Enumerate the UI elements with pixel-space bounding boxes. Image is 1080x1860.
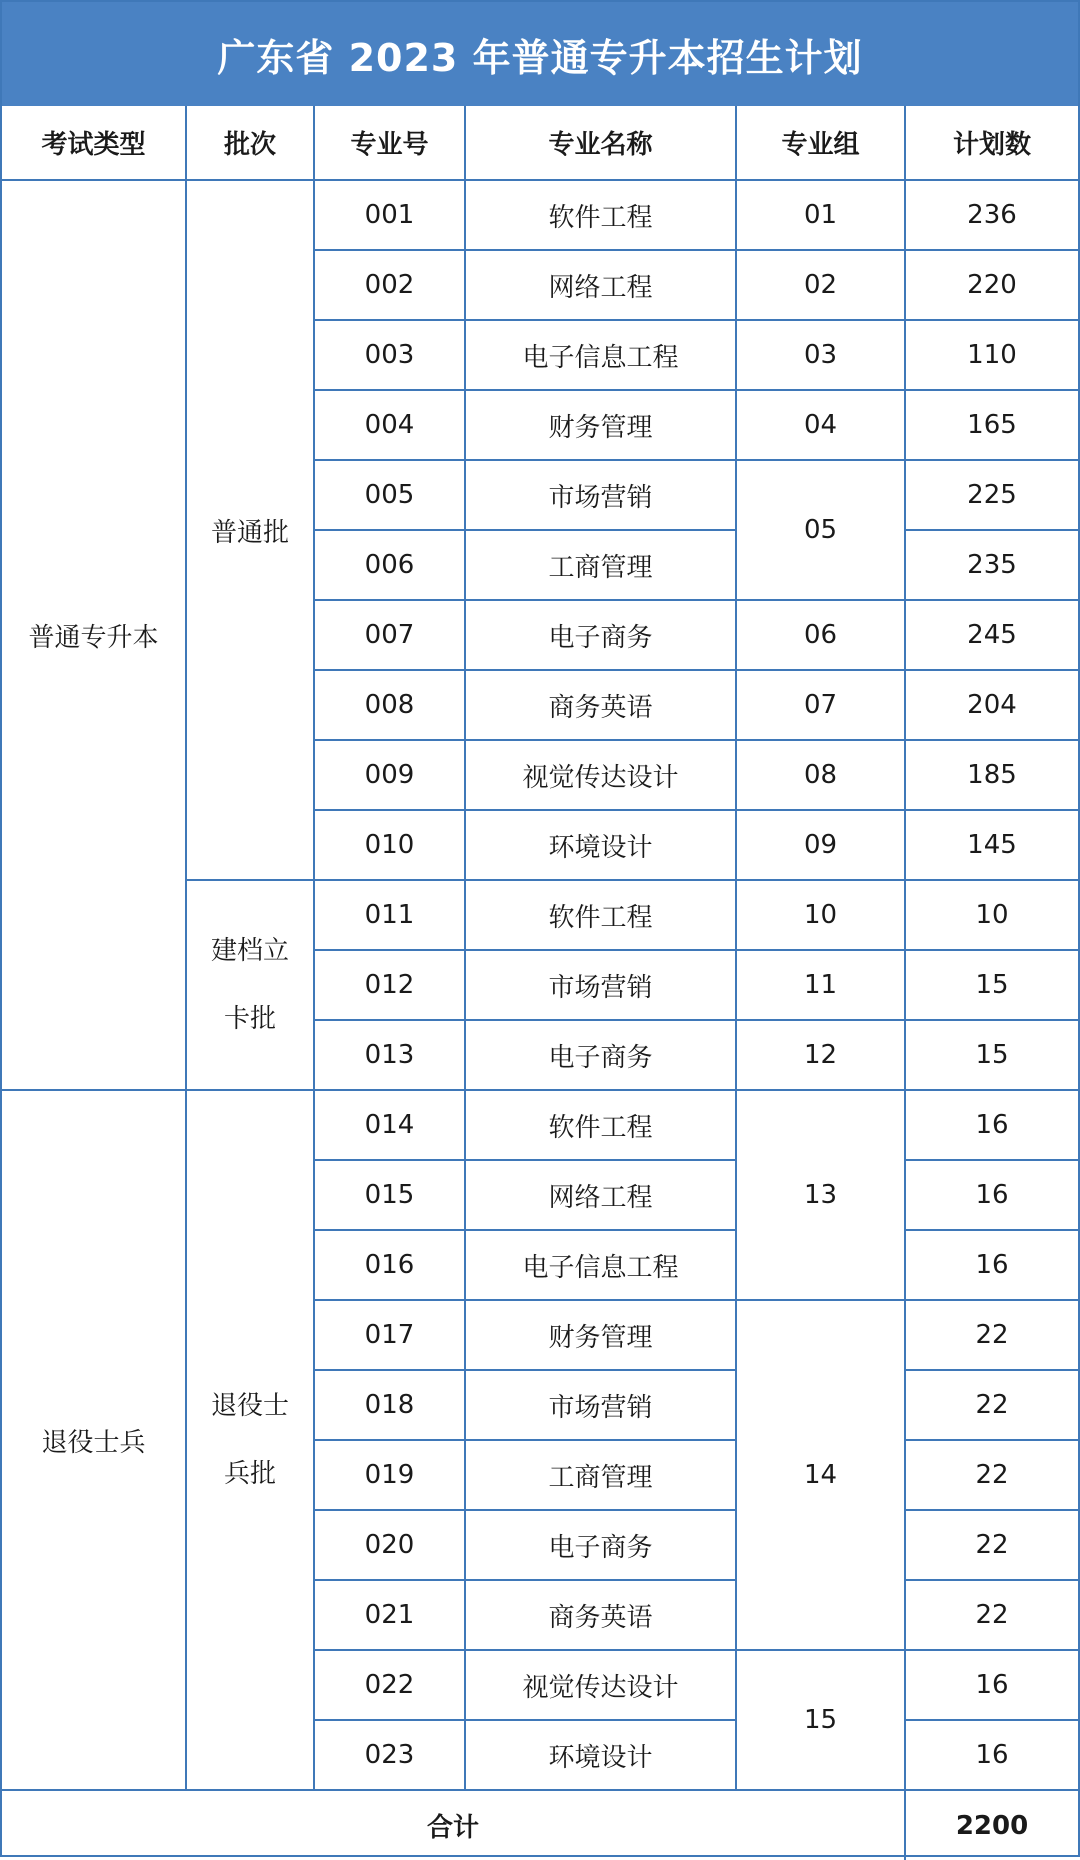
major-name: 网络工程 <box>465 1160 736 1230</box>
header-major-name: 专业名称 <box>465 106 736 180</box>
header-exam-type: 考试类型 <box>2 106 186 180</box>
plan-count: 235 <box>905 530 1078 600</box>
major-code: 009 <box>314 740 465 810</box>
major-name: 市场营销 <box>465 950 736 1020</box>
major-group: 07 <box>736 670 905 740</box>
exam-type-veteran: 退役士兵 <box>2 1090 186 1790</box>
major-group: 12 <box>736 1020 905 1090</box>
major-name: 视觉传达设计 <box>465 1650 736 1720</box>
plan-count: 16 <box>905 1090 1078 1160</box>
major-name: 软件工程 <box>465 180 736 250</box>
major-name: 电子商务 <box>465 1020 736 1090</box>
plan-count: 204 <box>905 670 1078 740</box>
plan-count: 10 <box>905 880 1078 950</box>
major-code: 017 <box>314 1300 465 1370</box>
major-code: 006 <box>314 530 465 600</box>
plan-count: 16 <box>905 1650 1078 1720</box>
plan-count: 16 <box>905 1230 1078 1300</box>
major-group: 08 <box>736 740 905 810</box>
major-name: 商务英语 <box>465 670 736 740</box>
major-group: 14 <box>736 1300 905 1650</box>
batch-archive-line-2: 卡批 <box>223 1004 276 1034</box>
total-value: 2200 <box>905 1790 1078 1860</box>
batch-archive-line-1: 建档立 <box>210 936 289 966</box>
major-group: 11 <box>736 950 905 1020</box>
major-name: 软件工程 <box>465 880 736 950</box>
plan-count: 220 <box>905 250 1078 320</box>
table-header-row <box>2 106 1078 180</box>
major-name: 环境设计 <box>465 1720 736 1790</box>
plan-count: 22 <box>905 1510 1078 1580</box>
major-code: 019 <box>314 1440 465 1510</box>
major-code: 016 <box>314 1230 465 1300</box>
header-major-group: 专业组 <box>736 106 905 180</box>
major-code: 011 <box>314 880 465 950</box>
major-group: 05 <box>736 460 905 600</box>
major-group: 15 <box>736 1650 905 1790</box>
major-group: 10 <box>736 880 905 950</box>
plan-count: 185 <box>905 740 1078 810</box>
major-name: 电子信息工程 <box>465 320 736 390</box>
batch-regular: 普通批 <box>186 180 314 880</box>
major-group: 02 <box>736 250 905 320</box>
plan-count: 236 <box>905 180 1078 250</box>
header-batch: 批次 <box>186 106 314 180</box>
plan-count: 110 <box>905 320 1078 390</box>
plan-count: 245 <box>905 600 1078 670</box>
major-code: 010 <box>314 810 465 880</box>
major-name: 电子商务 <box>465 1510 736 1580</box>
major-code: 012 <box>314 950 465 1020</box>
major-name: 工商管理 <box>465 530 736 600</box>
major-name: 环境设计 <box>465 810 736 880</box>
major-code: 002 <box>314 250 465 320</box>
major-code: 014 <box>314 1090 465 1160</box>
major-name: 财务管理 <box>465 1300 736 1370</box>
major-code: 022 <box>314 1650 465 1720</box>
major-group: 13 <box>736 1090 905 1300</box>
table-row <box>2 1090 1078 1160</box>
header-major-code: 专业号 <box>314 106 465 180</box>
total-row <box>2 1790 1078 1860</box>
plan-count: 145 <box>905 810 1078 880</box>
enrollment-plan-table <box>2 106 1078 1860</box>
exam-type-regular: 普通专升本 <box>2 180 186 1090</box>
batch-veteran-line-2: 兵批 <box>223 1459 276 1489</box>
major-code: 007 <box>314 600 465 670</box>
major-code: 001 <box>314 180 465 250</box>
major-name: 电子商务 <box>465 600 736 670</box>
major-group: 09 <box>736 810 905 880</box>
major-group: 03 <box>736 320 905 390</box>
major-name: 网络工程 <box>465 250 736 320</box>
batch-archive <box>186 880 314 1090</box>
major-code: 021 <box>314 1580 465 1650</box>
plan-count: 22 <box>905 1300 1078 1370</box>
plan-count: 15 <box>905 1020 1078 1090</box>
major-name: 市场营销 <box>465 460 736 530</box>
plan-count: 16 <box>905 1160 1078 1230</box>
major-code: 015 <box>314 1160 465 1230</box>
total-label: 合计 <box>2 1790 905 1860</box>
batch-veteran-line-1: 退役士 <box>210 1391 289 1421</box>
plan-count: 22 <box>905 1370 1078 1440</box>
major-group: 01 <box>736 180 905 250</box>
major-code: 005 <box>314 460 465 530</box>
table-row <box>2 180 1078 250</box>
page-title: 广东省 2023 年普通专升本招生计划 <box>2 0 1078 106</box>
major-name: 商务英语 <box>465 1580 736 1650</box>
major-name: 市场营销 <box>465 1370 736 1440</box>
plan-count: 165 <box>905 390 1078 460</box>
plan-count: 22 <box>905 1580 1078 1650</box>
major-code: 008 <box>314 670 465 740</box>
major-group: 04 <box>736 390 905 460</box>
major-code: 003 <box>314 320 465 390</box>
batch-veteran <box>186 1090 314 1790</box>
major-name: 软件工程 <box>465 1090 736 1160</box>
plan-count: 15 <box>905 950 1078 1020</box>
major-code: 013 <box>314 1020 465 1090</box>
plan-count: 16 <box>905 1720 1078 1790</box>
major-name: 电子信息工程 <box>465 1230 736 1300</box>
major-name: 工商管理 <box>465 1440 736 1510</box>
plan-count: 22 <box>905 1440 1078 1510</box>
major-code: 023 <box>314 1720 465 1790</box>
major-code: 020 <box>314 1510 465 1580</box>
major-name: 视觉传达设计 <box>465 740 736 810</box>
major-name: 财务管理 <box>465 390 736 460</box>
header-plan-count: 计划数 <box>905 106 1078 180</box>
major-group: 06 <box>736 600 905 670</box>
major-code: 018 <box>314 1370 465 1440</box>
plan-count: 225 <box>905 460 1078 530</box>
major-code: 004 <box>314 390 465 460</box>
